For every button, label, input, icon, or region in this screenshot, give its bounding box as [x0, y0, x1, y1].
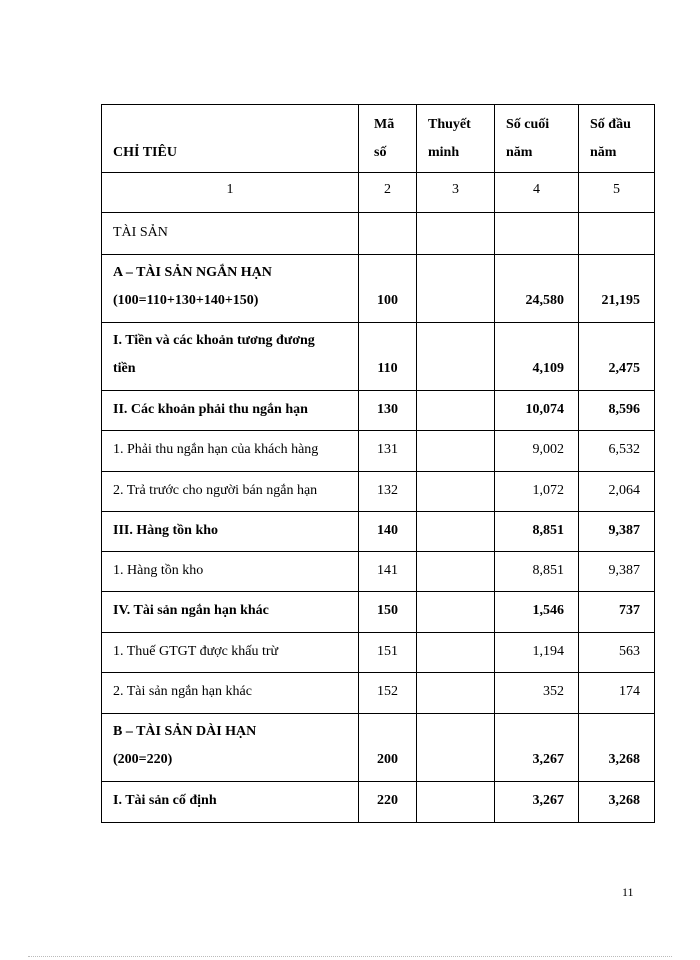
- column-index: 3: [417, 173, 495, 213]
- row-code: 151: [359, 633, 417, 673]
- row-code: 220: [359, 782, 417, 823]
- row-start-value: 2,475: [579, 323, 655, 391]
- row-code: 150: [359, 592, 417, 633]
- row-label: 1. Thuế GTGT được khấu trừ: [102, 633, 359, 673]
- row-note: [417, 512, 495, 552]
- row-code: 152: [359, 673, 417, 714]
- row-label: 2. Tài sản ngắn hạn khác: [102, 673, 359, 714]
- section-row: [102, 213, 655, 255]
- row-note: [417, 673, 495, 714]
- row-end-value: 1,546: [495, 592, 579, 633]
- table-row: [102, 391, 655, 431]
- row-start-value: 6,532: [579, 431, 655, 472]
- table-row: [102, 782, 655, 823]
- row-note: [417, 592, 495, 633]
- row-note: [417, 714, 495, 782]
- row-note: [417, 431, 495, 472]
- row-end-value: 1,072: [495, 472, 579, 512]
- row-start-value: 3,268: [579, 782, 655, 823]
- column-index: 4: [495, 173, 579, 213]
- row-label: B – TÀI SẢN DÀI HẠN (200=220): [102, 714, 359, 782]
- table-row: [102, 552, 655, 592]
- row-label: 2. Trả trước cho người bán ngắn hạn: [102, 472, 359, 512]
- row-end-value: 3,267: [495, 714, 579, 782]
- header-so-dau-nam: Số đầu năm: [579, 105, 655, 173]
- column-index: 2: [359, 173, 417, 213]
- table-row: [102, 323, 655, 391]
- row-note: [417, 552, 495, 592]
- table-row: [102, 512, 655, 552]
- row-code: 132: [359, 472, 417, 512]
- header-row: [102, 105, 655, 173]
- row-end-value: 352: [495, 673, 579, 714]
- row-label: 1. Hàng tồn kho: [102, 552, 359, 592]
- row-label: III. Hàng tồn kho: [102, 512, 359, 552]
- table-row: [102, 472, 655, 512]
- row-code: 130: [359, 391, 417, 431]
- row-end-value: 1,194: [495, 633, 579, 673]
- header-chi-tieu: CHỈ TIÊU: [102, 105, 359, 173]
- header-so-cuoi-nam: Số cuối năm: [495, 105, 579, 173]
- header-thuyet-minh: Thuyết minh: [417, 105, 495, 173]
- row-start-value: 2,064: [579, 472, 655, 512]
- row-label: 1. Phải thu ngắn hạn của khách hàng: [102, 431, 359, 472]
- row-code: 141: [359, 552, 417, 592]
- row-label: A – TÀI SẢN NGẮN HẠN (100=110+130+140+150): [102, 255, 359, 323]
- row-start-value: 9,387: [579, 512, 655, 552]
- row-start-value: 563: [579, 633, 655, 673]
- header-ma-so: Mã số: [359, 105, 417, 173]
- row-start-value: 9,387: [579, 552, 655, 592]
- table-row: [102, 255, 655, 323]
- row-start-value: 737: [579, 592, 655, 633]
- section-title: TÀI SẢN: [102, 213, 359, 255]
- row-start-value: 21,195: [579, 255, 655, 323]
- row-end-value: 10,074: [495, 391, 579, 431]
- row-code: 200: [359, 714, 417, 782]
- row-note: [417, 391, 495, 431]
- footer-divider: [28, 956, 672, 957]
- row-code: 110: [359, 323, 417, 391]
- balance-sheet-table: [101, 104, 655, 823]
- page-number: 11: [622, 885, 634, 899]
- row-code: 131: [359, 431, 417, 472]
- column-index: 5: [579, 173, 655, 213]
- row-label: I. Tài sản cố định: [102, 782, 359, 823]
- row-note: [417, 633, 495, 673]
- row-note: [417, 782, 495, 823]
- row-end-value: 3,267: [495, 782, 579, 823]
- row-start-value: 174: [579, 673, 655, 714]
- column-index-row: [102, 173, 655, 213]
- row-end-value: 8,851: [495, 552, 579, 592]
- row-end-value: 9,002: [495, 431, 579, 472]
- row-start-value: 8,596: [579, 391, 655, 431]
- row-label: IV. Tài sản ngắn hạn khác: [102, 592, 359, 633]
- table-row: [102, 633, 655, 673]
- row-start-value: 3,268: [579, 714, 655, 782]
- table-row: [102, 714, 655, 782]
- table-row: [102, 431, 655, 472]
- row-note: [417, 472, 495, 512]
- table-row: [102, 592, 655, 633]
- row-end-value: 4,109: [495, 323, 579, 391]
- row-note: [417, 255, 495, 323]
- row-end-value: 8,851: [495, 512, 579, 552]
- row-label: II. Các khoản phải thu ngắn hạn: [102, 391, 359, 431]
- row-end-value: 24,580: [495, 255, 579, 323]
- row-code: 140: [359, 512, 417, 552]
- row-label: I. Tiền và các khoản tương đương tiền: [102, 323, 359, 391]
- table-row: [102, 673, 655, 714]
- row-note: [417, 323, 495, 391]
- column-index: 1: [102, 173, 359, 213]
- row-code: 100: [359, 255, 417, 323]
